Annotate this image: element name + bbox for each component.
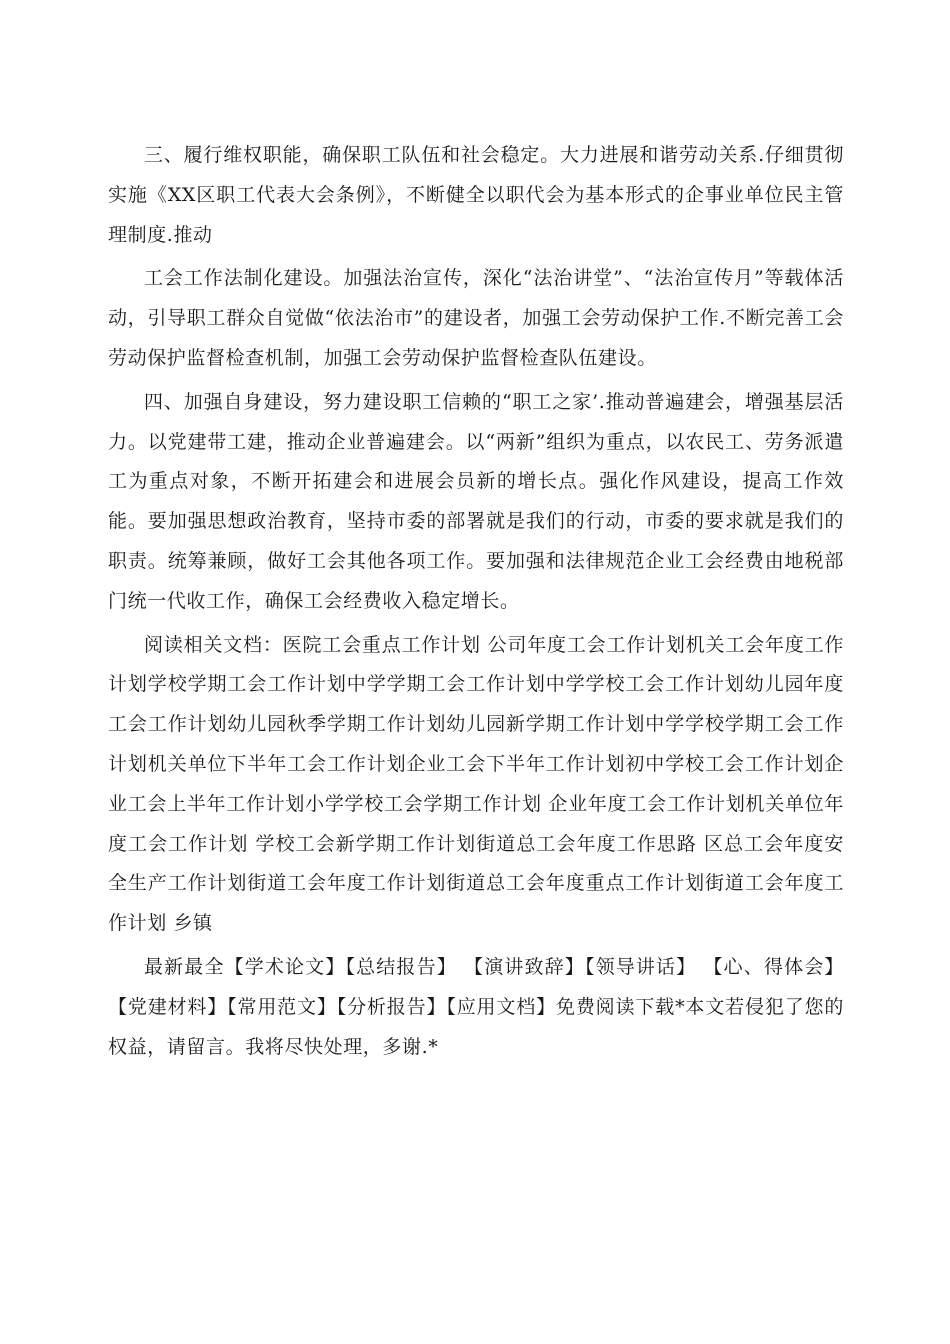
paragraph-related-documents: 阅读相关文档：医院工会重点工作计划 公司年度工会工作计划机关工会年度工作计划学校学期工会工作计划中学学期工会工作计划中学学校工会工作计划幼儿园年度工会工作计划幼儿园秋季学期工作计划幼儿园新学期工作计划中学学校学期工会工作计划机关单位下半年工会工作计划企业工会下半年工作计划初中学校工会工作计划企业工会上半年工作计划小学学校工会学期工作计划 企业年度工会工作计划机关单位年度工会工作计划 学校工会新学期工作计划街道总工会年度工作思路 区总工会年度安全生产工作计划街道工会年度工作计划街道总工会年度重点工作计划街道工会年度工作计划 乡镇: [108, 633, 844, 935]
paragraph-footer-notice: 最新最全【学术论文】【总结报告】 【演讲致辞】【领导讲话】 【心、得体会】【党建材料】【常用范文】【分析报告】【应用文档】免费阅读下载*本文若侵犯了您的权益，请留言。我将尽快处理，多谢.*: [108, 955, 844, 1058]
paragraph-self-construction: 四、加强自身建设，努力建设职工信赖的“职工之家’.推动普遍建会，增强基层活力。以党建带工建，推动企业普遍建会。以“两新”组织为重点，以农民工、劳务派遣工为重点对象，不断开拓建会和进展会员新的增长点。强化作风建设，提高工作效能。要加强思想政治教育，坚持市委的部署就是我们的行动，市委的要求就是我们的职责。统筹兼顾，做好工会其他各项工作。要加强和法律规范企业工会经费由地税部门统一代收工作，确保工会经费收入稳定增长。: [108, 390, 844, 612]
paragraph-rights-protection: 三、履行维权职能，确保职工队伍和社会稳定。大力进展和谐劳动关系.仔细贯彻实施《XX区职工代表大会条例》，不断健全以职代会为基本形式的企事业单位民主管理制度.推动: [108, 144, 844, 246]
paragraph-legal-construction: 工会工作法制化建设。加强法治宣传，深化“法治讲堂”、“法治宣传月”等载体活动，引导职工群众自觉做“依法治市”的建设者，加强工会劳动保护工作.不断完善工会劳动保护监督检查机制，加强工会劳动保护监督检查队伍建设。: [108, 267, 844, 369]
document-body: [108, 136, 844, 1067]
